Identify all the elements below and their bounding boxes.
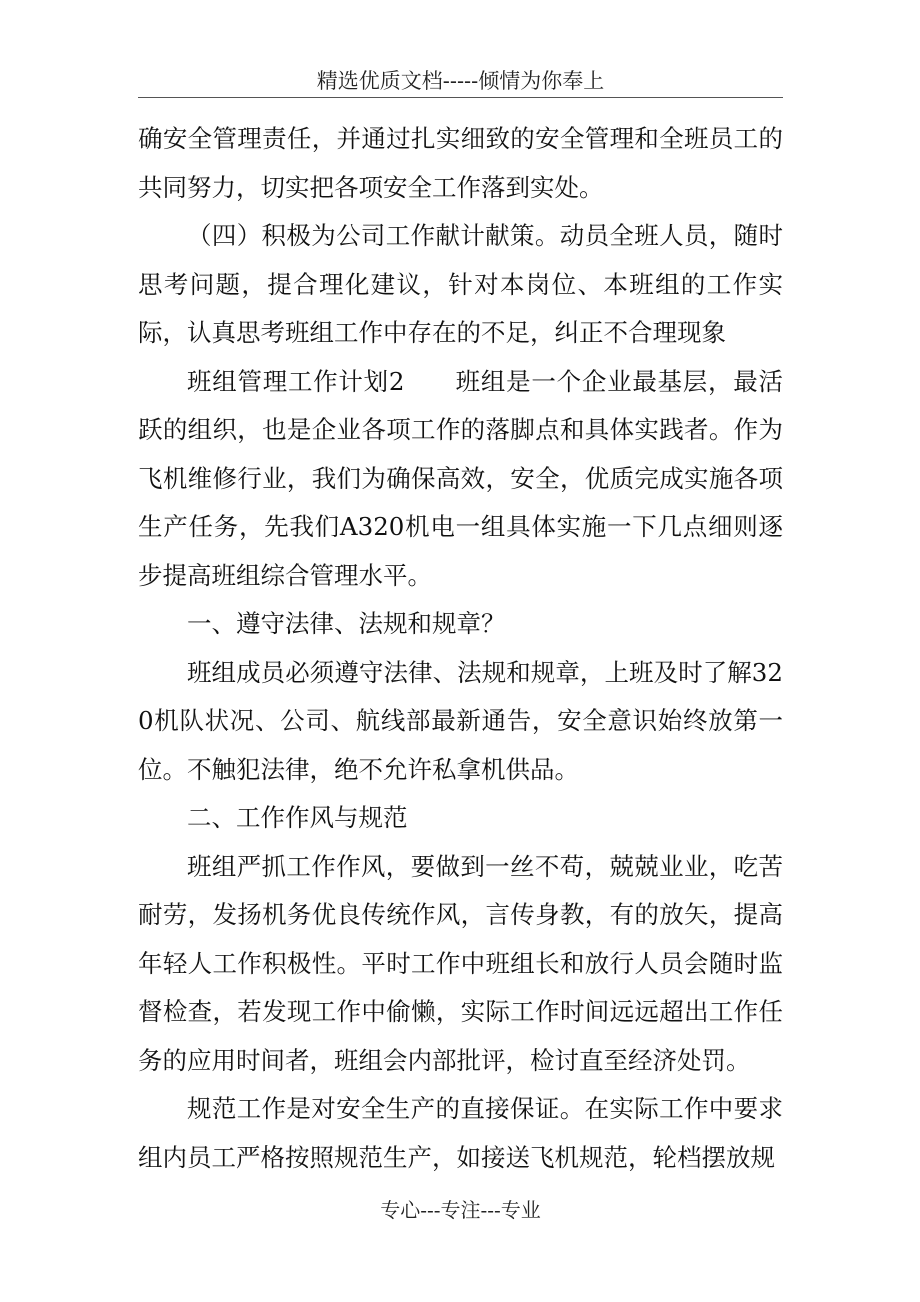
page-header: 精选优质文档-----倾情为你奉上 [316, 69, 605, 93]
page-footer: 专心---专注---专业 [380, 1198, 541, 1222]
header-divider [138, 97, 783, 98]
paragraph-law-compliance: 班组成员必须遵守法律、法规和规章，上班及时了解320机队状况、公司、航线部最新通告，安全意识始终放第一位。不触犯法律，绝不允许私拿机供品。 [138, 657, 783, 784]
paragraph-work-style: 班组严抓工作作风，要做到一丝不苟，兢兢业业，吃苦耐劳，发扬机务优良传统作风，言传身教，有的放矢，提高年轻人工作积极性。平时工作中班组长和放行人员会随时监督检查，若发现工作中偷懒，实际工作时间远远超出工作任务的应用时间者，班组会内部批评，检讨直至经济处罚。 [138, 851, 783, 1075]
paragraph-continuation: 确安全管理责任，并通过扎实细致的安全管理和全班员工的共同努力，切实把各项安全工作落到实处。 [138, 124, 783, 202]
paragraph-standards: 规范工作是对安全生产的直接保证。在实际工作中要求组内员工严格按照规范生产，如接送飞机规范，轮档摆放规 [138, 1094, 783, 1172]
paragraph-plan-two-intro: 班组管理工作计划2 班组是一个企业最基层，最活跃的组织，也是企业各项工作的落脚点和具体实践者。作为飞机维修行业，我们为确保高效，安全，优质完成实施各项生产任务，先我们A320机电一组具体实施一下几点细则逐步提高班组综合管理水平。 [138, 366, 783, 590]
document-body [138, 115, 783, 1182]
paragraph-section-four: （四）积极为公司工作献计献策。动员全班人员，随时思考问题，提合理化建议，针对本岗位、本班组的工作实际，认真思考班组工作中存在的不足，纠正不合理现象 [138, 221, 783, 347]
section-heading-two: 二、工作作风与规范 [187, 803, 408, 832]
section-heading-one: 一、遵守法律、法规和规章？ [187, 609, 506, 638]
